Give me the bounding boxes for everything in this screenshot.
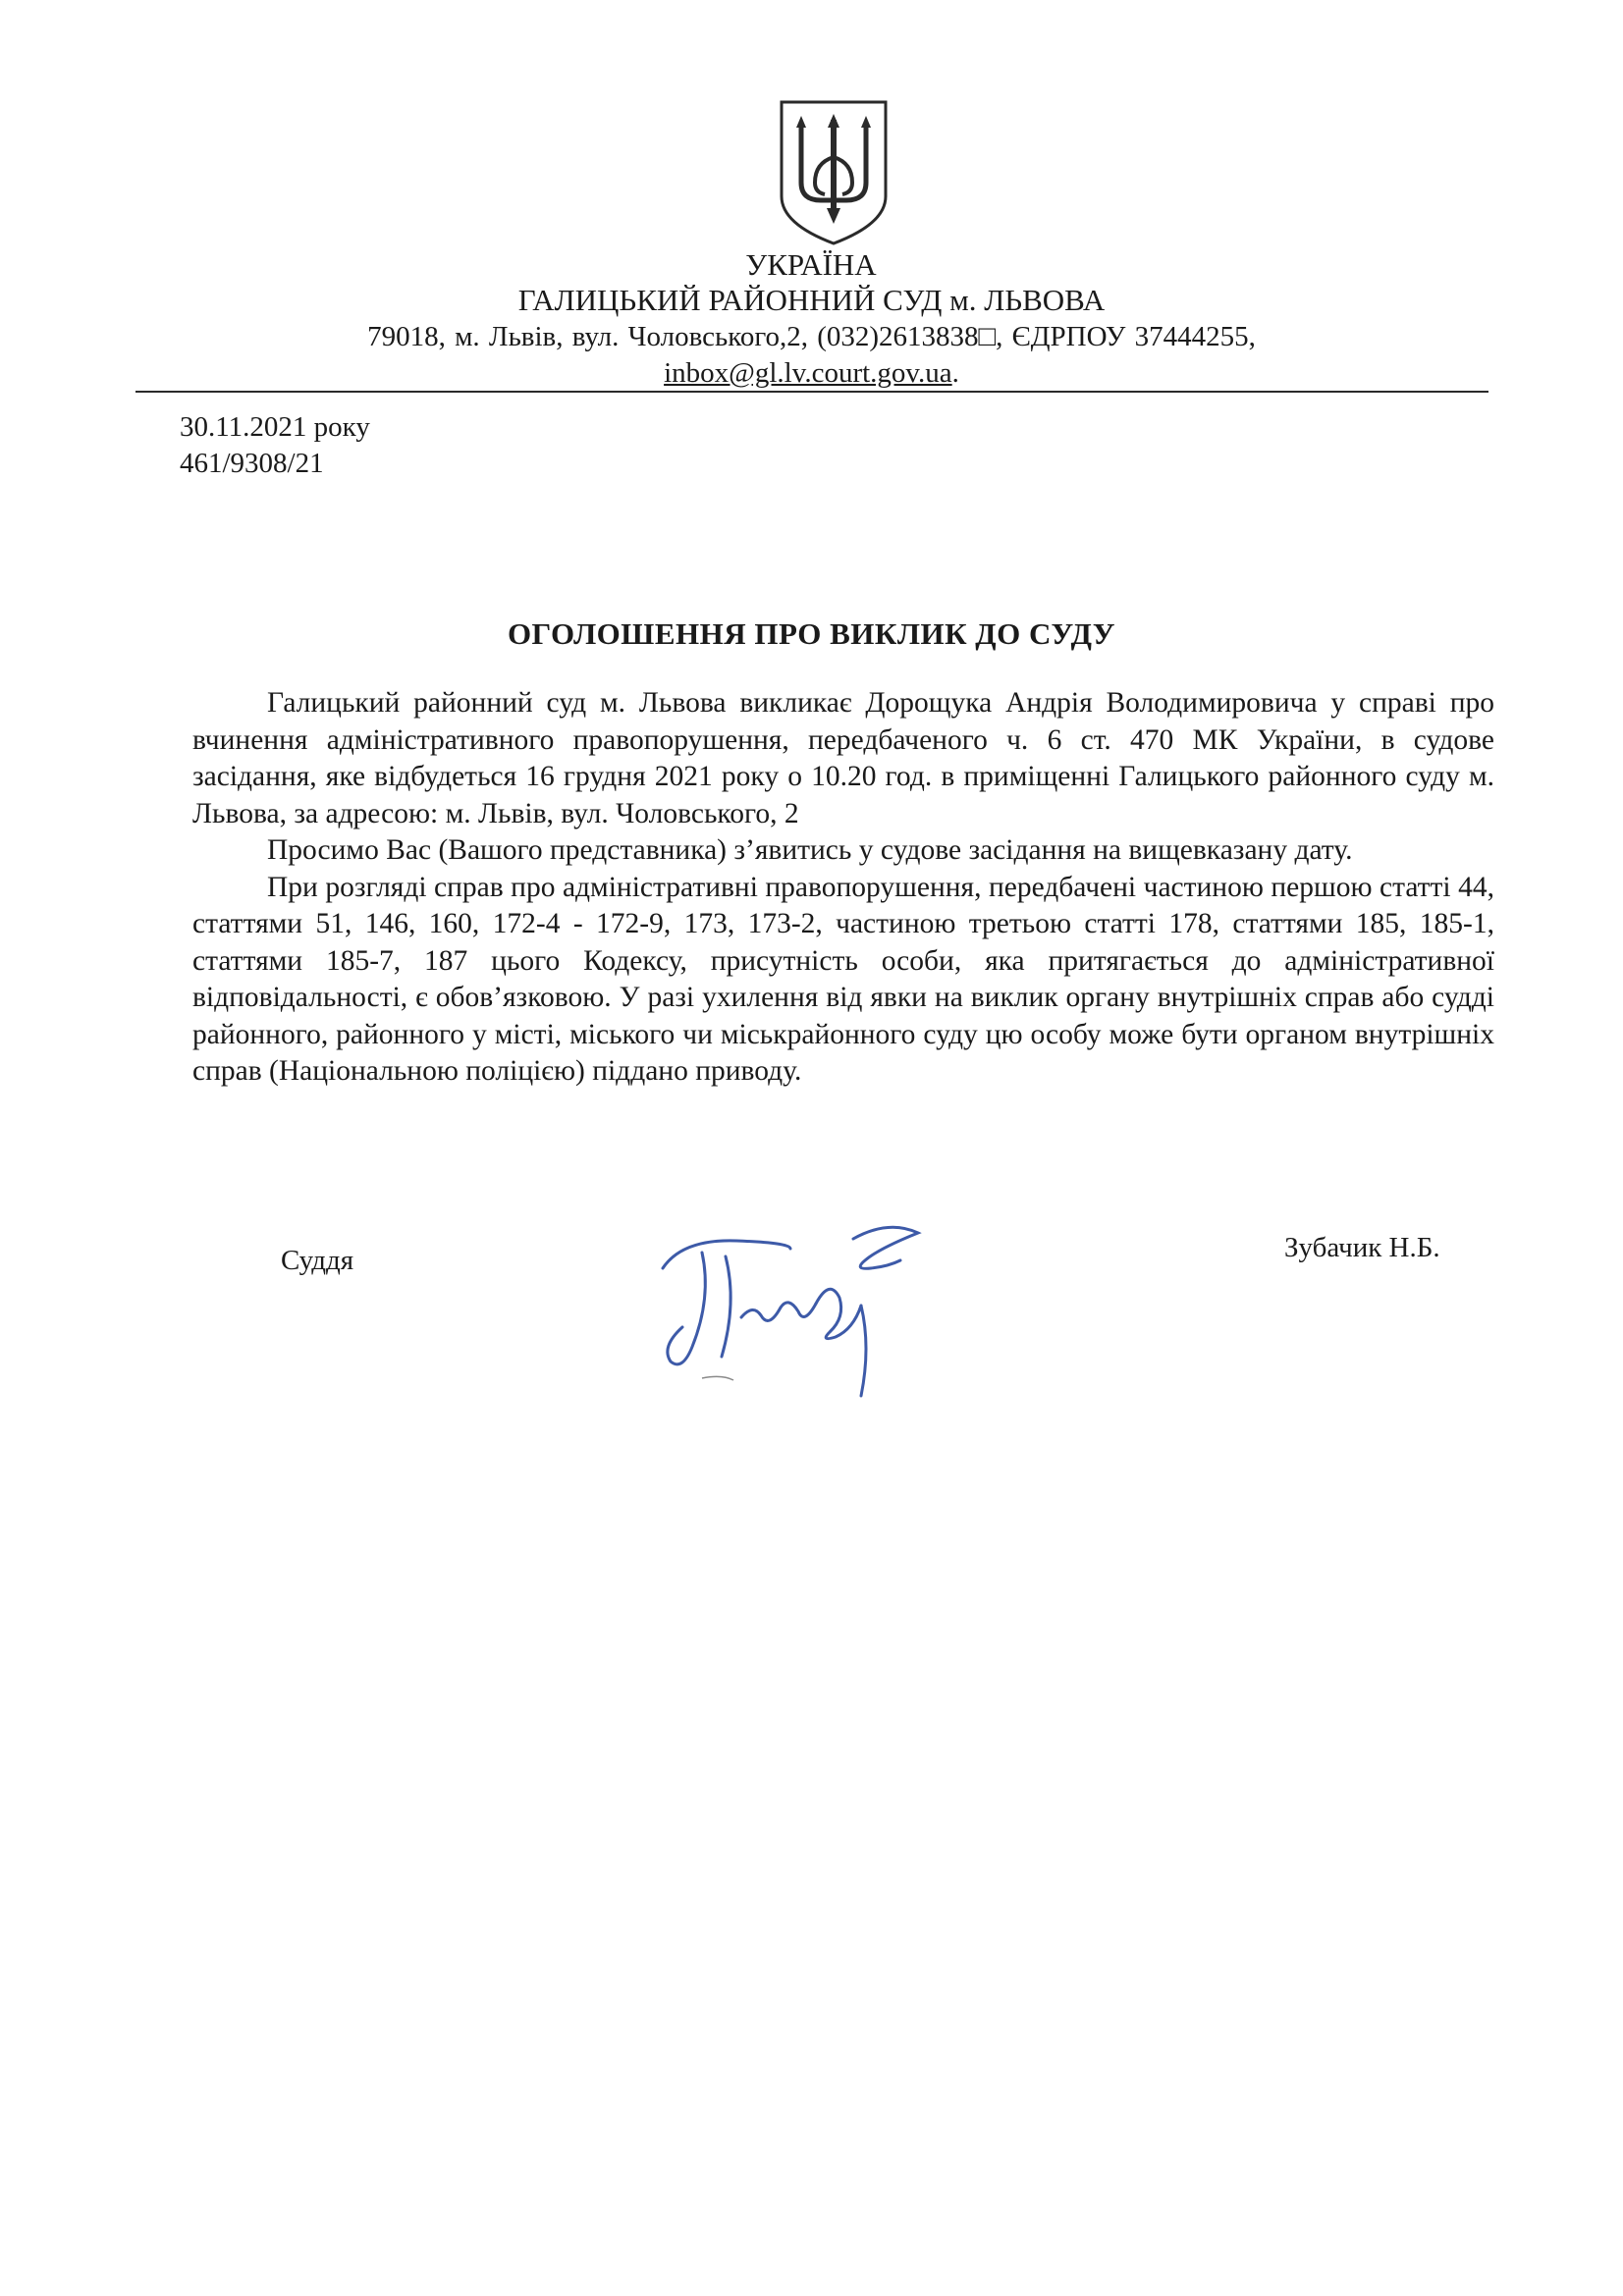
body-paragraph-legal: При розгляді справ про адміністративні правопорушення, передбачені частиною першою статті 44, статтями 51, 146, 160, 172-4 - 172-9, 173, 173-2, частиною третьою статті 178, статтями 185, 185-1, статтями 185-7, 187 цього Кодексу, присутність особи, яка притягається до адміністративної відповідальності, є обов’язковою. У разі ухилення від явки на виклик органу внутрішніх справ або судді районного, районного у місті, міського чи міськрайонного суду цю особу може бути органом внутрішніх справ (Національною поліцією) піддано приводу. — [192, 871, 1494, 1087]
country-name: УКРАЇНА — [745, 247, 877, 282]
body-paragraph-summons: Галицький районний суд м. Львова викликає Дорощука Андрія Володимировича у справі про вчинення адміністративного правопорушення, передбаченого ч. 6 ст. 470 МК України, в судове засідання, яке відбудеться 16 грудня 2021 року о 10.20 год. в приміщенні Галицького районного суду м. Львова, за адресою: м. Львів, вул. Чоловського, 2 — [192, 687, 1494, 829]
handwritten-signature — [643, 1209, 957, 1406]
body-paragraph-request: Просимо Вас (Вашого представника) з’явитись у судове засідання на вищевказану дату. — [267, 834, 1353, 866]
judge-label: Суддя — [281, 1245, 354, 1276]
document-date: 30.11.2021 року — [180, 411, 370, 443]
court-email-link[interactable]: inbox@gl.lv.court.gov.ua — [664, 357, 952, 389]
trident-emblem-icon — [776, 98, 892, 247]
header-divider — [135, 391, 1488, 393]
document-title: ОГОЛОШЕННЯ ПРО ВИКЛИК ДО СУДУ — [507, 616, 1116, 651]
court-email-line — [0, 355, 1623, 391]
judge-name: Зубачик Н.Б. — [1284, 1232, 1440, 1263]
court-email-suffix: . — [951, 357, 959, 389]
case-number: 461/9308/21 — [180, 448, 324, 479]
notice-body — [192, 685, 1494, 1091]
court-address: 79018, м. Львів, вул. Чоловського,2, (032)2613838□, ЄДРПОУ 37444255, — [367, 321, 1256, 352]
court-name: ГАЛИЦЬКИЙ РАЙОННИЙ СУД м. ЛЬВОВА — [517, 283, 1106, 317]
